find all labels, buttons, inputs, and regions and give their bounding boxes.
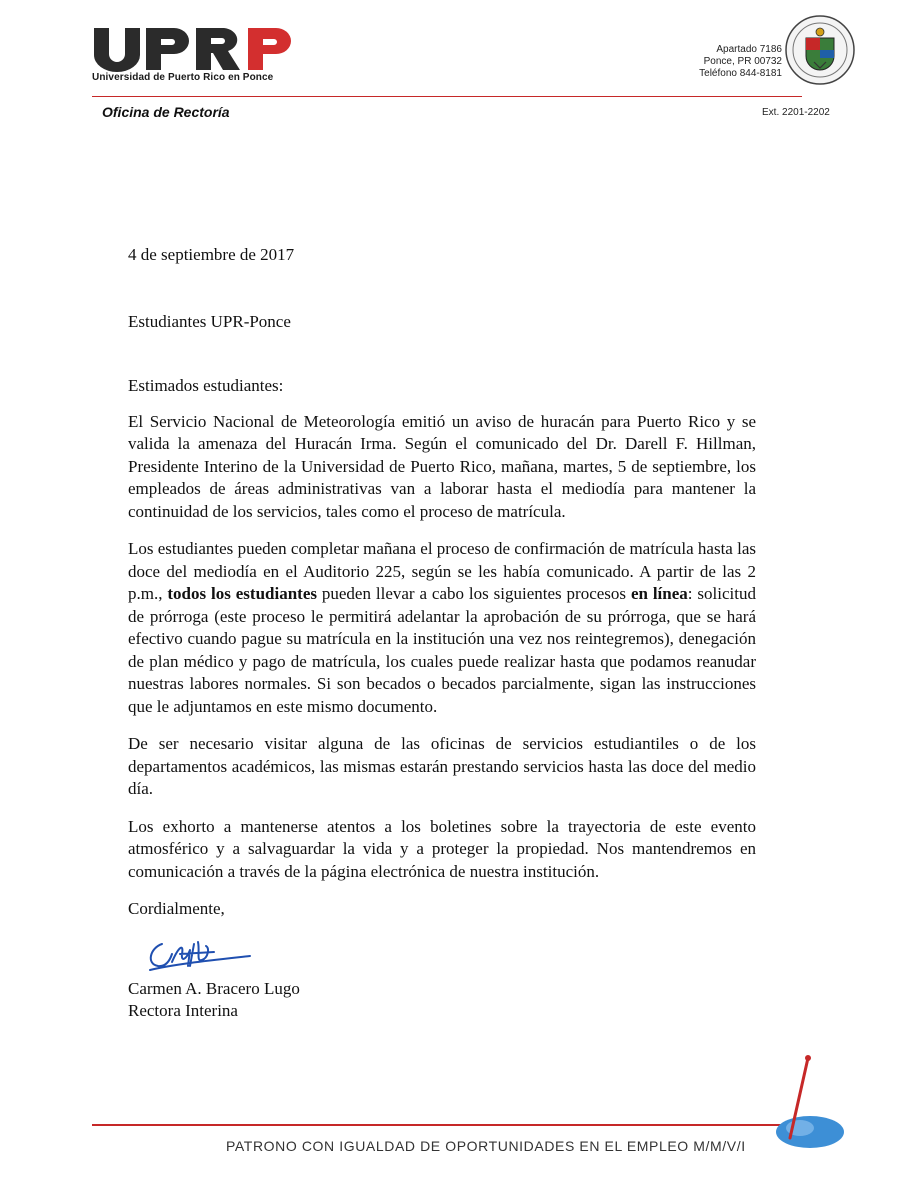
- paragraph-3: De ser necesario visitar alguna de las oficinas de servicios estudiantiles o de los departamentos académicos, las mismas estarán prestando servicios hasta las doce del medio día.: [128, 734, 756, 798]
- footer-text: PATRONO CON IGUALDAD DE OPORTUNIDADES EN EL EMPLEO M/M/V/I: [226, 1138, 746, 1154]
- footer-rule: [92, 1124, 792, 1126]
- letter-recipient: Estudiantes UPR-Ponce: [128, 311, 291, 331]
- paragraph-2-part-c: : solicitud de prórroga (este proceso le permitirá adelantar la aprobación de su prórroga, que se hará efectivo cuando pague su matrícula en la institución una vez nos reintegremos), denegación de plan médico y pago de matrícula, los cuales puede realizar hasta que podamos reanudar nuestras labores normales. Si son becados o becados parcialmente, sigan las instrucciones que le adjuntamos en este mismo documento.: [128, 584, 756, 716]
- signature-graphic: [144, 934, 254, 974]
- office-name: Oficina de Rectoría: [102, 104, 230, 120]
- extension: Ext. 2201-2202: [762, 107, 830, 118]
- letter-closing: Cordialmente,: [128, 899, 225, 918]
- header-rule: [92, 96, 802, 97]
- institution-name: Universidad de Puerto Rico en Ponce: [92, 72, 274, 83]
- signer-title: Rectora Interina: [128, 1001, 238, 1020]
- address-line-1: Apartado 7186: [716, 44, 782, 55]
- signer-name: Carmen A. Bracero Lugo: [128, 978, 300, 998]
- letter-date: 4 de septiembre de 2017: [128, 245, 295, 264]
- paragraph-1: El Servicio Nacional de Meteorología emitió un aviso de huracán para Puerto Rico y se valida la amenaza del Huracán Irma. Según el comunicado del Dr. Darell F. Hillman, Presidente Interino de la Universidad de Puerto Rico, mañana, martes, 5 de septiembre, los empleados de áreas administrativas van a laborar hasta el mediodía para mantener la continuidad de los servicios, tales como el proceso de matrícula.: [128, 411, 756, 521]
- paragraph-2-bold-2: en línea: [630, 584, 688, 603]
- contact-block: [699, 44, 782, 80]
- address-line-2: Ponce, PR 00732: [703, 56, 782, 67]
- letter-body: [128, 244, 756, 1023]
- paragraph-2-bold-1: todos los estudiantes: [167, 584, 317, 603]
- paragraph-2-part-a: Los estudiantes pueden completar mañana el proceso de confirmación de matrícula hasta las doce del mediodía en el Auditorio 225, según se les había comunicado. A partir de las 2 p.m.,: [128, 539, 756, 603]
- footer-emblem-icon: [770, 1052, 850, 1152]
- phone: Teléfono 844-8181: [699, 68, 782, 79]
- uprp-logo-graphic: [92, 26, 322, 72]
- university-seal-icon: [784, 14, 856, 86]
- paragraph-4: Los exhorto a mantenerse atentos a los boletines sobre la trayectoria de este evento atmosférico y a salvaguardar la vida y a proteger la propiedad. Nos mantendremos en comunicación a través de la página electrónica de nuestra institución.: [128, 816, 756, 881]
- letter-salutation: Estimados estudiantes:: [128, 376, 284, 395]
- paragraph-2-part-b: pueden llevar a cabo los siguientes procesos: [316, 584, 631, 603]
- paragraph-2: [128, 538, 756, 718]
